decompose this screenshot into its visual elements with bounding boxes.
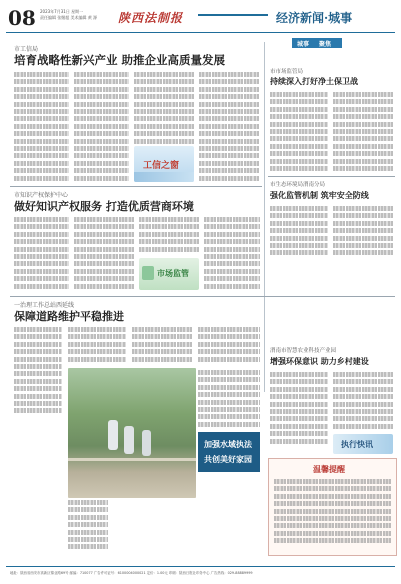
article-body: [68, 327, 126, 367]
masthead: [0, 0, 401, 40]
article-body: [333, 206, 393, 258]
footer-rule: [6, 566, 395, 567]
article-body: [14, 327, 62, 417]
article-body: [132, 327, 192, 367]
article-kicker: 市工信局: [14, 46, 39, 53]
section-rule: [10, 186, 262, 187]
article-body: [74, 146, 129, 184]
article-body: [270, 372, 328, 448]
banner-shichang: [139, 258, 199, 290]
article-body: [74, 72, 129, 146]
section-rule: [268, 176, 395, 177]
article-body: [198, 370, 260, 428]
article-headline: 培育战略性新兴产业 助推企业高质量发展: [14, 53, 226, 67]
article-body: [204, 217, 260, 291]
article-headline: 保障道路维护平稳推进: [14, 310, 124, 323]
caption-line: 加强水域执法: [204, 439, 252, 449]
banner-decoration: [142, 266, 154, 280]
article-photo: [68, 368, 196, 498]
banner-gongxin: [134, 146, 194, 182]
banner-decoration: [134, 172, 194, 182]
article-kicker: 市市场监管局: [270, 69, 304, 75]
editor-line: 责任编辑 张继超 美术编辑 黄 源: [40, 15, 98, 20]
article-body: [333, 372, 393, 432]
article-body: [198, 327, 260, 367]
section-label-left: 城事: [297, 41, 310, 48]
article-headline: 持续深入打好净土保卫战: [270, 76, 358, 86]
masthead-bottom-rule: [6, 32, 395, 33]
banner-title: 市场监管: [157, 268, 189, 278]
notice-title: 温馨提醒: [313, 464, 345, 474]
article-body: [199, 146, 259, 184]
article-headline: 做好知识产权服务 打造优质营商环境: [14, 200, 194, 213]
masthead-rule-left: [198, 14, 268, 16]
article-body: [134, 72, 194, 146]
article-kicker: 市知识产权保护中心: [14, 192, 69, 199]
caption-box: [198, 432, 260, 472]
article-kicker: 市生态环境局渭南分局: [270, 182, 326, 188]
article-kicker: 渭南市智慧农业科技产业园: [270, 348, 337, 354]
photo-caption-text: [68, 500, 108, 554]
article-body: [14, 217, 69, 291]
masthead-logo: 陕西法制报: [118, 11, 184, 25]
photo-figure: [108, 420, 118, 450]
article-body: [333, 92, 393, 172]
banner-title: 工信之窗: [143, 161, 180, 171]
article-body: [14, 146, 69, 184]
notice-body: [274, 479, 391, 549]
footer-info: 地址：陕西省西安市高新区锦业路69号 邮编：710077 广告许可证号：6100004000021 定价：1.00元 印刷：陕西日报社印务中心 广告热线：029-88889999: [10, 571, 253, 575]
caption-line: 共创美好家园: [204, 454, 252, 464]
article-headline: 增强环保意识 助力乡村建设: [270, 356, 369, 366]
photo-figure: [124, 426, 134, 454]
banner-title: 执行快讯: [341, 439, 373, 449]
section-rule: [10, 296, 395, 297]
page-number: 08: [8, 6, 36, 30]
notice-box: [268, 458, 397, 556]
section-label-right: 聚焦: [319, 41, 332, 48]
article-body: [270, 206, 328, 258]
article-body: [139, 217, 199, 257]
column-divider: [264, 42, 265, 392]
section-label: [292, 38, 342, 48]
article-body: [199, 72, 259, 146]
section-title: 经济新闻·城事: [276, 11, 353, 25]
article-headline: 强化监管机制 筑牢安全防线: [270, 190, 369, 200]
photo-figure: [142, 430, 151, 456]
article-kicker: 一治理工作总站西延线: [14, 302, 75, 309]
photo-railing: [68, 458, 196, 461]
article-body: [14, 72, 69, 146]
banner-yiyao: [333, 434, 393, 454]
date-line: 2023年7月31日 星期一: [40, 9, 84, 14]
article-body: [74, 217, 134, 291]
article-body: [270, 92, 328, 172]
